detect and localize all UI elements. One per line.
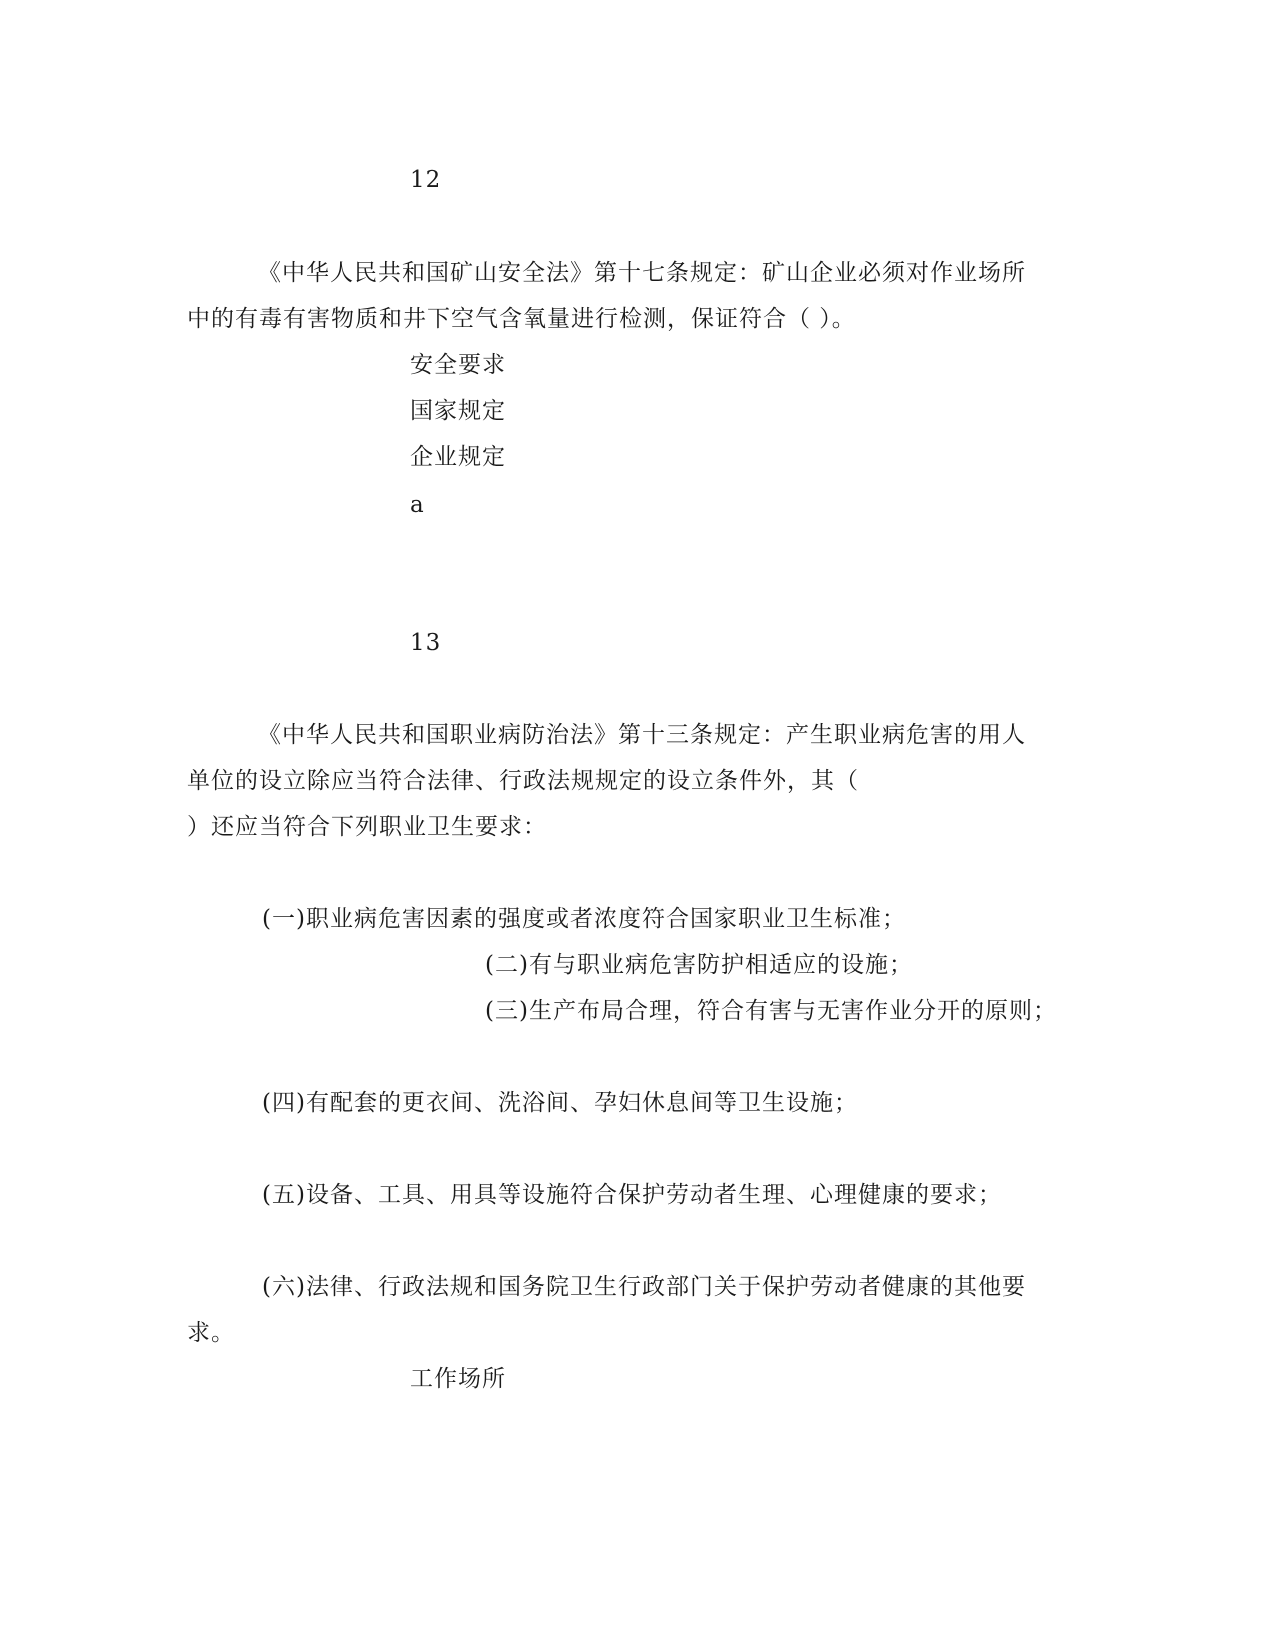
question-number: 13	[410, 630, 442, 656]
requirement-item: (六)法律、行政法规和国务院卫生行政部门关于保护劳动者健康的其他要	[262, 1274, 1026, 1300]
requirement-item: (三)生产布局合理，符合有害与无害作业分开的原则；	[485, 998, 1057, 1024]
question-stem-line: 《中华人民共和国矿山安全法》第十七条规定：矿山企业必须对作业场所	[258, 260, 1026, 286]
question-stem-line: 单位的设立除应当符合法律、行政法规规定的设立条件外，其（	[187, 768, 859, 794]
option-item: 工作场所	[410, 1366, 506, 1392]
question-stem-line: ）还应当符合下列职业卫生要求：	[187, 814, 547, 840]
requirement-item: (五)设备、工具、用具等设施符合保护劳动者生理、心理健康的要求；	[262, 1182, 1002, 1208]
requirement-item: (一)职业病危害因素的强度或者浓度符合国家职业卫生标准；	[262, 906, 906, 932]
question-stem-line: 中的有毒有害物质和井下空气含氧量进行检测，保证符合（ ）。	[187, 306, 856, 332]
requirement-item: (四)有配套的更衣间、洗浴间、孕妇休息间等卫生设施；	[262, 1090, 858, 1116]
option-item: 国家规定	[410, 398, 506, 424]
answer-label: a	[410, 492, 425, 518]
option-item: 企业规定	[410, 444, 506, 470]
requirement-item: 求。	[187, 1320, 235, 1346]
question-number: 12	[410, 167, 442, 193]
question-stem-line: 《中华人民共和国职业病防治法》第十三条规定：产生职业病危害的用人	[258, 722, 1026, 748]
option-item: 安全要求	[410, 352, 506, 378]
requirement-item: (二)有与职业病危害防护相适应的设施；	[485, 952, 913, 978]
